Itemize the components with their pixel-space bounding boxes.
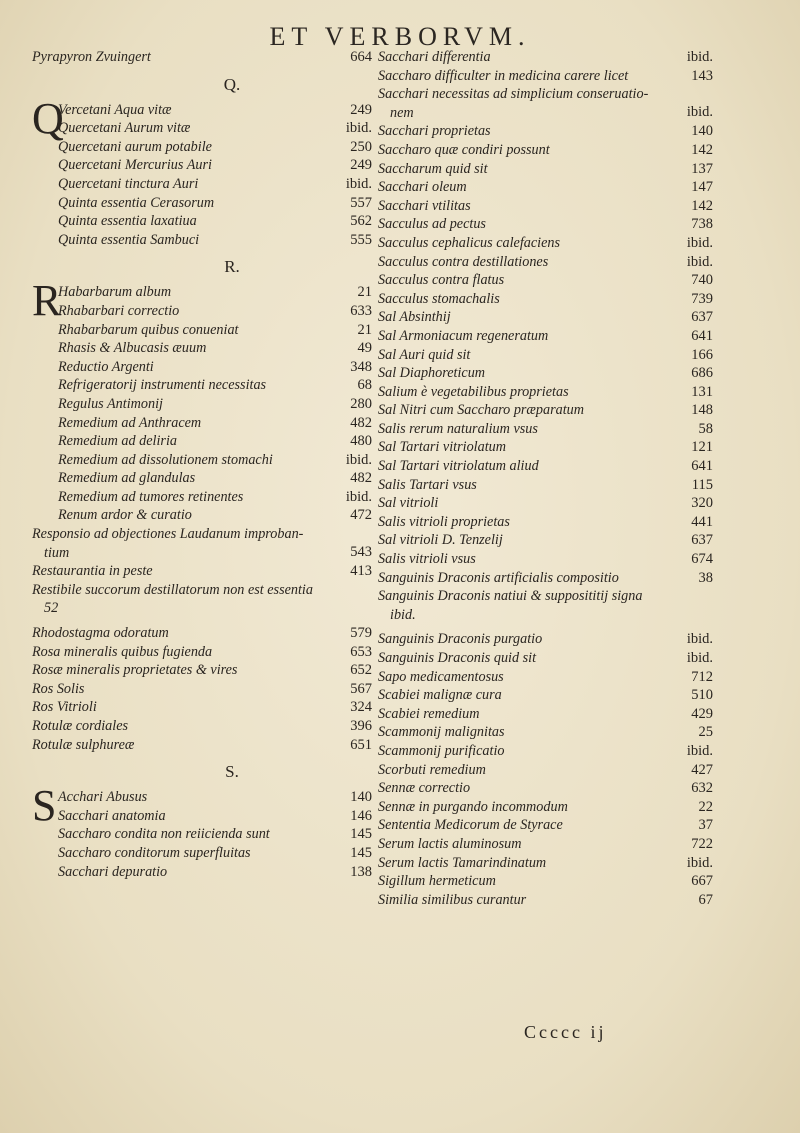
entry-continuation: tium bbox=[44, 544, 70, 561]
signature-mark: Ccccc ij bbox=[524, 1022, 607, 1042]
index-entry bbox=[58, 825, 372, 844]
index-entry bbox=[378, 723, 713, 742]
index-entry bbox=[378, 779, 713, 798]
entry-continuation: nem bbox=[390, 104, 414, 121]
page-number: 674 bbox=[691, 551, 713, 568]
entry-text: Restaurantia in peste bbox=[32, 563, 153, 580]
entry-text: Sacchari differentia bbox=[378, 49, 491, 65]
entry-text: Pyrapyron Zvuingert bbox=[32, 49, 151, 65]
index-entry bbox=[378, 327, 713, 346]
page-number: 633 bbox=[350, 302, 372, 319]
page-number: 143 bbox=[691, 67, 713, 84]
entry-text: Sacculus cephalicus calefaciens bbox=[378, 234, 561, 251]
index-entry bbox=[58, 469, 372, 488]
index-entry bbox=[32, 643, 372, 662]
entry-continuation: ibid. bbox=[390, 606, 416, 623]
entry-text: Rotulæ sulphureæ bbox=[32, 736, 135, 753]
entry-text: Scammonij purificatio bbox=[378, 742, 505, 759]
entry-text: Quinta essentia laxatiua bbox=[58, 213, 197, 230]
index-entry bbox=[58, 488, 372, 507]
entry-text: Scabiei malignæ cura bbox=[378, 687, 502, 704]
page-number: 121 bbox=[691, 439, 713, 456]
index-entry bbox=[378, 271, 713, 290]
index-entry bbox=[58, 212, 372, 231]
page-number: 67 bbox=[698, 891, 713, 908]
entry-text: Salis rerum naturalium vsus bbox=[378, 420, 538, 437]
page-number: ibid. bbox=[686, 253, 713, 270]
index-entry bbox=[378, 531, 713, 550]
page-number: 147 bbox=[691, 179, 713, 196]
page-number: 38 bbox=[698, 569, 713, 586]
entry-text: Ros Solis bbox=[32, 680, 85, 697]
entry-text: Scabiei remedium bbox=[378, 705, 480, 722]
page-number: 441 bbox=[691, 513, 713, 530]
entry-text: Quercetani aurum potabile bbox=[58, 138, 212, 155]
index-entry bbox=[378, 872, 713, 891]
index-entry bbox=[378, 649, 713, 668]
entry-text: Sapo medicamentosus bbox=[378, 668, 504, 685]
page-number: ibid. bbox=[686, 49, 713, 65]
entry-text: Sanguinis Draconis purgatio bbox=[378, 631, 543, 648]
index-entry bbox=[378, 253, 713, 272]
entry-text: Sacculus stomachalis bbox=[378, 290, 500, 307]
index-entry bbox=[378, 215, 713, 234]
entry-text: Sacchari anatomia bbox=[58, 807, 166, 824]
index-entry bbox=[58, 339, 372, 358]
index-entry bbox=[32, 562, 372, 581]
page-number: 637 bbox=[691, 309, 713, 326]
index-entry bbox=[58, 358, 372, 377]
index-entry bbox=[378, 550, 713, 569]
entry-text: Quinta essentia Cerasorum bbox=[58, 194, 215, 211]
page-number: ibid. bbox=[345, 120, 372, 137]
entry-text: Similia similibus curantur bbox=[378, 891, 527, 908]
entry-text: Rotulæ cordiales bbox=[32, 718, 129, 734]
page-number: 641 bbox=[691, 327, 713, 344]
entry-text: Remedium ad glandulas bbox=[58, 470, 196, 487]
entry-text: Rhabarbarum quibus conueniat bbox=[58, 321, 239, 338]
entry-text: Saccharo difficulter in medicina carere licet bbox=[378, 67, 629, 84]
entry-text: Rosæ mineralis proprietates & vires bbox=[32, 662, 238, 679]
page-number: 142 bbox=[691, 141, 713, 158]
page-number: 21 bbox=[357, 284, 372, 301]
index-entry bbox=[378, 668, 713, 687]
index-entry bbox=[378, 587, 713, 624]
index-entry bbox=[378, 160, 713, 179]
page-number: ibid. bbox=[686, 742, 713, 759]
right-column bbox=[378, 48, 713, 909]
page-number: 348 bbox=[350, 358, 372, 375]
entry-text: Sal vitrioli D. Tenzelij bbox=[378, 532, 503, 549]
entry-text: Salis vitrioli proprietas bbox=[378, 513, 510, 530]
index-entry bbox=[378, 178, 713, 197]
page-number: 145 bbox=[350, 826, 372, 843]
entry-text: Sanguinis Draconis quid sit bbox=[378, 650, 537, 666]
entry-text: Renum ardor & curatio bbox=[58, 507, 192, 524]
index-entry bbox=[378, 798, 713, 817]
page-number: 131 bbox=[691, 383, 713, 400]
page-number: 651 bbox=[350, 736, 372, 753]
entry-text: Quercetani tinctura Auri bbox=[58, 175, 199, 192]
entry-text: Sennæ correctio bbox=[378, 780, 471, 797]
page-number: 722 bbox=[691, 835, 713, 852]
page-number: 712 bbox=[691, 668, 713, 685]
index-entry bbox=[58, 101, 372, 120]
page-number: 249 bbox=[350, 157, 372, 174]
page-number: 740 bbox=[691, 272, 713, 289]
page-number: 641 bbox=[691, 458, 713, 475]
entry-text: Sal vitrioli bbox=[378, 495, 439, 512]
page-number: 145 bbox=[350, 844, 372, 861]
page-number: 667 bbox=[691, 873, 713, 890]
index-entry bbox=[58, 863, 372, 882]
index-entry bbox=[378, 761, 713, 780]
entry-text: Saccharo condita non reiicienda sunt bbox=[58, 826, 270, 843]
index-entry bbox=[378, 48, 713, 67]
entry-text: Quercetani Mercurius Auri bbox=[58, 157, 212, 174]
entry-text: Serum lactis aluminosum bbox=[378, 835, 522, 852]
entry-text: Salium è vegetabilibus proprietas bbox=[378, 383, 569, 400]
page-number: 58 bbox=[698, 420, 713, 437]
entry-text: Quinta essentia Sambuci bbox=[58, 231, 200, 248]
entry-text: Salis Tartari vsus bbox=[378, 476, 477, 493]
entry-text: Serum lactis Tamarindinatum bbox=[378, 854, 547, 871]
page-number: 324 bbox=[350, 699, 372, 716]
index-entry bbox=[58, 302, 372, 321]
entry-text: Remedium ad tumores retinentes bbox=[58, 488, 244, 505]
index-entry bbox=[378, 457, 713, 476]
page-number: 637 bbox=[691, 532, 713, 549]
page-number: ibid. bbox=[345, 175, 372, 192]
index-entry bbox=[378, 742, 713, 761]
page-number: ibid. bbox=[686, 631, 713, 648]
page-number: 140 bbox=[350, 789, 372, 806]
index-entry bbox=[378, 513, 713, 532]
entry-text: Quercetani Aurum vitæ bbox=[58, 120, 191, 137]
drop-cap-s: S bbox=[32, 781, 57, 831]
entry-text: Sanguinis Draconis natiui & supposititij signa bbox=[378, 588, 643, 605]
page-number: ibid. bbox=[686, 650, 713, 666]
page-number: 472 bbox=[350, 507, 372, 524]
index-entry bbox=[58, 156, 372, 175]
entry-text: Sal Armoniacum regeneratum bbox=[378, 327, 549, 344]
page-number: 739 bbox=[691, 290, 713, 307]
entry-text: Saccharo quæ condiri possunt bbox=[378, 141, 550, 158]
index-entry bbox=[378, 891, 713, 910]
index-entry bbox=[32, 698, 372, 717]
index-entry bbox=[378, 401, 713, 420]
index-entry bbox=[378, 854, 713, 873]
left-column bbox=[32, 48, 372, 881]
page-number: ibid. bbox=[345, 451, 372, 468]
index-entry bbox=[58, 506, 372, 525]
entry-text: Sacchari necessitas ad simplicium conseruatio- bbox=[378, 86, 649, 103]
page-number: 632 bbox=[691, 780, 713, 797]
entry-text: Sal Nitri cum Saccharo præparatum bbox=[378, 402, 584, 419]
index-entry bbox=[58, 194, 372, 213]
page-number: 427 bbox=[691, 761, 713, 778]
page-number: 37 bbox=[698, 817, 713, 834]
section-letter-r: R. bbox=[224, 257, 240, 277]
page-number: 249 bbox=[350, 101, 372, 118]
page-number: 579 bbox=[350, 625, 372, 642]
page-number: ibid. bbox=[686, 854, 713, 871]
page-number: 250 bbox=[350, 138, 372, 155]
index-entry bbox=[378, 630, 713, 649]
page-number: 510 bbox=[691, 687, 713, 704]
entry-text: Ros Vitrioli bbox=[32, 699, 97, 716]
entry-text: Sal Absinthij bbox=[378, 309, 451, 326]
index-entry bbox=[378, 234, 713, 253]
page-number: 166 bbox=[691, 346, 713, 363]
index-entry bbox=[378, 290, 713, 309]
index-entry bbox=[32, 624, 372, 643]
index-entry bbox=[378, 383, 713, 402]
index-entry bbox=[378, 122, 713, 141]
entry-text: Sacchari proprietas bbox=[378, 123, 491, 140]
index-entry bbox=[378, 67, 713, 86]
entry-text: Remedium ad Anthracem bbox=[58, 414, 202, 431]
entry-text: Sanguinis Draconis artificialis compositio bbox=[378, 569, 619, 586]
page-number: 137 bbox=[691, 160, 713, 177]
page-number: 482 bbox=[350, 414, 372, 431]
index-entry bbox=[58, 788, 372, 807]
entry-text: Restibile succorum destillatorum non est essentia bbox=[32, 581, 313, 598]
entry-text: Habarbarum album bbox=[58, 284, 172, 301]
page-number: 429 bbox=[691, 705, 713, 722]
index-entry bbox=[58, 414, 372, 433]
entry-text: Remedium ad dissolutionem stomachi bbox=[58, 451, 273, 468]
page-number: 146 bbox=[350, 807, 372, 824]
entry-text: Sal Diaphoreticum bbox=[378, 365, 486, 382]
page-number: 557 bbox=[350, 194, 372, 211]
page-number: 25 bbox=[698, 724, 713, 741]
index-entry bbox=[378, 686, 713, 705]
index-entry bbox=[32, 661, 372, 680]
page-number: 140 bbox=[691, 123, 713, 140]
entry-text: Sigillum hermeticum bbox=[378, 873, 496, 890]
index-entry bbox=[58, 807, 372, 826]
index-entry bbox=[378, 835, 713, 854]
entry-text: Scorbuti remedium bbox=[378, 761, 486, 778]
page-number: 49 bbox=[357, 340, 372, 357]
page-number: 142 bbox=[691, 197, 713, 214]
page-number: 148 bbox=[691, 402, 713, 419]
entry-text: Rhasis & Albucasis æuum bbox=[58, 340, 207, 357]
page-number: 567 bbox=[350, 680, 372, 697]
entry-text: Rosa mineralis quibus fugienda bbox=[32, 643, 213, 660]
index-entry bbox=[32, 581, 372, 618]
entry-text: Sal Auri quid sit bbox=[378, 346, 471, 363]
index-entry bbox=[58, 138, 372, 157]
page-number: ibid. bbox=[345, 488, 372, 505]
entry-text: Vercetani Aqua vitæ bbox=[58, 101, 172, 118]
page-number: ibid. bbox=[686, 234, 713, 251]
index-entry bbox=[378, 816, 713, 835]
entry-text: Rhodostagma odoratum bbox=[32, 625, 169, 642]
page-number: 738 bbox=[691, 216, 713, 233]
index-entry bbox=[378, 476, 713, 495]
page-number: 652 bbox=[350, 662, 372, 679]
entry-text: Scammonij malignitas bbox=[378, 724, 505, 741]
index-entry bbox=[58, 395, 372, 414]
entry-text: Saccharo conditorum superfluitas bbox=[58, 844, 251, 861]
page-number: 320 bbox=[691, 495, 713, 512]
page-number: 21 bbox=[357, 321, 372, 338]
page-number: 413 bbox=[350, 563, 372, 580]
entry-text: Sacchari oleum bbox=[378, 179, 467, 196]
entry-text: Sacchari depuratio bbox=[58, 863, 168, 880]
page-number: 562 bbox=[350, 213, 372, 230]
entry-text: Rhabarbari correctio bbox=[58, 302, 180, 319]
index-entry bbox=[378, 197, 713, 216]
index-entry bbox=[378, 705, 713, 724]
section-letter-s: S. bbox=[225, 762, 239, 782]
index-entry bbox=[32, 717, 372, 736]
index-entry bbox=[378, 364, 713, 383]
page-number: 480 bbox=[350, 433, 372, 450]
page-number: 138 bbox=[350, 863, 372, 880]
entry-text: Sal Tartari vitriolatum aliud bbox=[378, 458, 539, 475]
entry-text: Saccharum quid sit bbox=[378, 160, 488, 177]
entry-text: Responsio ad objectiones Laudanum improban- bbox=[32, 526, 304, 543]
entry-text: Reductio Argenti bbox=[58, 358, 154, 375]
page-number: 68 bbox=[357, 377, 372, 394]
page-number: 686 bbox=[691, 365, 713, 382]
entry-text: Sacculus contra flatus bbox=[378, 272, 505, 289]
index-entry bbox=[58, 451, 372, 470]
page-number: ibid. bbox=[686, 104, 713, 121]
page-number: 555 bbox=[350, 231, 372, 248]
entry-text: Acchari Abusus bbox=[58, 789, 148, 806]
page-number: 115 bbox=[691, 476, 713, 493]
index-entry bbox=[378, 308, 713, 327]
index-entry bbox=[378, 346, 713, 365]
index-entry bbox=[378, 141, 713, 160]
index-entry bbox=[58, 376, 372, 395]
page-number: 482 bbox=[350, 470, 372, 487]
page-number: 543 bbox=[350, 544, 372, 561]
entry-text: Sententia Medicorum de Styrace bbox=[378, 817, 563, 834]
entry-text: Refrigeratorij instrumenti necessitas bbox=[58, 377, 267, 394]
section-letter-q: Q. bbox=[223, 74, 241, 94]
index-entry bbox=[378, 438, 713, 457]
drop-cap-r: R bbox=[32, 276, 62, 326]
index-entry bbox=[58, 175, 372, 194]
index-entry bbox=[32, 525, 372, 562]
index-entry bbox=[32, 680, 372, 699]
index-entry bbox=[58, 283, 372, 302]
entry-text: Sacculus contra destillationes bbox=[378, 253, 549, 270]
page-number: 653 bbox=[350, 643, 372, 660]
index-entry bbox=[58, 844, 372, 863]
entry-continuation: 52 bbox=[44, 600, 59, 617]
index-entry bbox=[378, 420, 713, 439]
running-header: ET VERBORVM. bbox=[269, 22, 531, 51]
drop-cap-q: Q bbox=[32, 93, 64, 143]
index-entry bbox=[378, 569, 713, 588]
page-number: 280 bbox=[350, 395, 372, 412]
page-number: 22 bbox=[698, 798, 713, 815]
index-entry bbox=[58, 119, 372, 138]
index-entry bbox=[378, 85, 713, 122]
index-entry bbox=[378, 494, 713, 513]
entry-text: Sal Tartari vitriolatum bbox=[378, 439, 506, 456]
entry-text: Sennæ in purgando incommodum bbox=[378, 798, 568, 815]
index-entry bbox=[32, 48, 372, 67]
page-number: 664 bbox=[350, 49, 372, 65]
entry-text: Remedium ad deliria bbox=[58, 433, 177, 450]
entry-text: Regulus Antimonij bbox=[58, 395, 163, 412]
entry-text: Sacculus ad pectus bbox=[378, 216, 486, 233]
index-entry bbox=[58, 231, 372, 250]
index-entry bbox=[58, 321, 372, 340]
entry-text: Salis vitrioli vsus bbox=[378, 551, 476, 568]
page-number: 396 bbox=[350, 718, 372, 734]
index-entry bbox=[32, 736, 372, 755]
index-entry bbox=[58, 432, 372, 451]
entry-text: Sacchari vtilitas bbox=[378, 197, 471, 214]
